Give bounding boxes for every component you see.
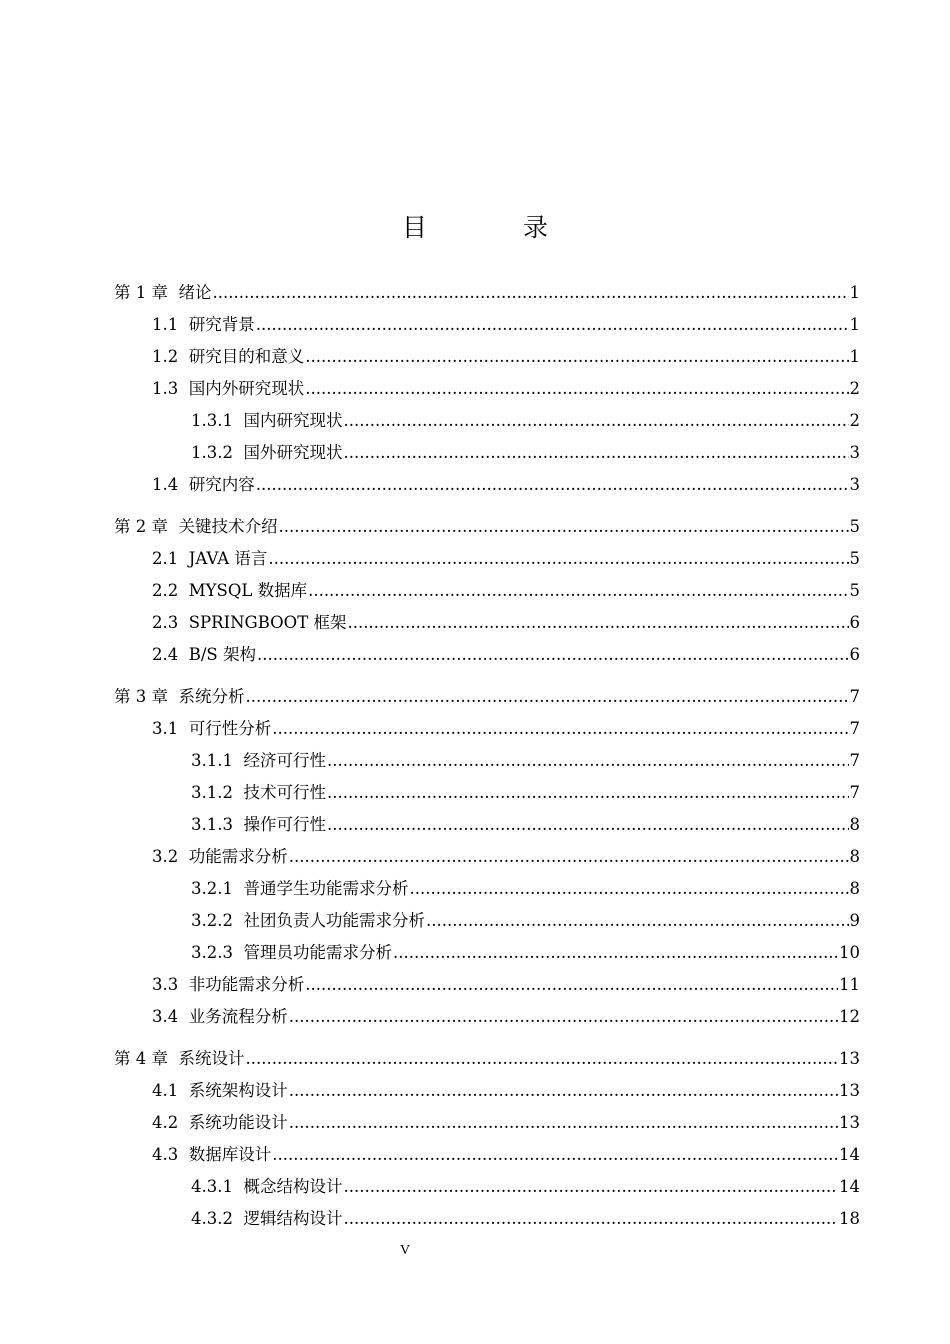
toc-leader-dots bbox=[327, 745, 849, 777]
toc-entry[interactable] bbox=[0, 969, 950, 1001]
toc-entry-number: 3.1.1 bbox=[191, 751, 233, 770]
toc-entry[interactable] bbox=[0, 937, 950, 969]
toc-entry-number: 4.1 bbox=[152, 1081, 179, 1100]
toc-entry-number: 3.3 bbox=[152, 975, 179, 994]
toc-entry-page: 10 bbox=[839, 943, 860, 962]
toc-leader-dots bbox=[289, 841, 849, 873]
toc-leader-dots bbox=[343, 1203, 838, 1235]
toc-entry-page: 5 bbox=[849, 549, 860, 568]
toc-entry-page: 8 bbox=[849, 879, 860, 898]
toc-entry-label: 研究内容 bbox=[188, 475, 255, 494]
toc-entry-page: 14 bbox=[839, 1145, 860, 1164]
toc-entry-number: 第 2 章 bbox=[114, 517, 168, 536]
toc-entry[interactable] bbox=[0, 276, 950, 309]
toc-entry-number: 2.3 bbox=[152, 613, 179, 632]
toc-entry-page: 6 bbox=[849, 613, 860, 632]
toc-leader-dots bbox=[289, 1001, 838, 1033]
toc-entry-page: 13 bbox=[839, 1113, 860, 1132]
toc-entry-number: 第 1 章 bbox=[114, 283, 168, 302]
toc-entry[interactable] bbox=[0, 575, 950, 607]
toc-entry-number: 4.3 bbox=[152, 1145, 179, 1164]
toc-entry-page: 12 bbox=[839, 1007, 860, 1026]
toc-entry-page: 5 bbox=[849, 517, 860, 536]
toc-leader-dots bbox=[256, 309, 849, 341]
toc-leader-dots bbox=[393, 937, 838, 969]
toc-entry-page: 7 bbox=[849, 719, 860, 738]
toc-entry-number: 第 4 章 bbox=[114, 1049, 168, 1068]
toc-leader-dots bbox=[272, 1139, 838, 1171]
toc-entry[interactable] bbox=[0, 341, 950, 373]
toc-entry-page: 7 bbox=[849, 687, 860, 706]
toc-entry-number: 3.2.3 bbox=[191, 943, 233, 962]
toc-entry-page: 14 bbox=[839, 1177, 860, 1196]
toc-entry-label: 可行性分析 bbox=[188, 719, 272, 738]
toc-entry[interactable] bbox=[0, 469, 950, 501]
toc-entry-page: 13 bbox=[839, 1081, 860, 1100]
page-number: V bbox=[399, 1243, 411, 1258]
toc-leader-dots bbox=[246, 680, 849, 713]
toc-entry-page: 3 bbox=[849, 475, 860, 494]
toc-entry-number: 1.3.2 bbox=[191, 443, 233, 462]
toc-entry-page: 8 bbox=[849, 847, 860, 866]
toc-entry[interactable] bbox=[0, 543, 950, 575]
toc-entry-label: 系统功能设计 bbox=[188, 1113, 288, 1132]
toc-entry-page: 2 bbox=[849, 379, 860, 398]
toc-entry-page: 2 bbox=[849, 411, 860, 430]
toc-entry-page: 3 bbox=[849, 443, 860, 462]
toc-entry-label: 绪论 bbox=[178, 283, 212, 302]
toc-leader-dots bbox=[305, 969, 838, 1001]
toc-entry-page: 8 bbox=[849, 815, 860, 834]
toc-entry-label: 功能需求分析 bbox=[188, 847, 288, 866]
toc-entry[interactable] bbox=[0, 1107, 950, 1139]
toc-entry-number: 4.3.1 bbox=[191, 1177, 233, 1196]
toc-leader-dots bbox=[347, 607, 848, 639]
toc-entry-label: 关键技术介绍 bbox=[178, 517, 278, 536]
toc-entry-number: 3.1 bbox=[152, 719, 179, 738]
toc-entry-label: 管理员功能需求分析 bbox=[243, 943, 392, 962]
toc-entry-label: SPRINGBOOT 框架 bbox=[188, 613, 347, 632]
toc-entry-number: 1.1 bbox=[152, 315, 179, 334]
toc-entry[interactable] bbox=[0, 745, 950, 777]
toc-entry-label: 经济可行性 bbox=[243, 751, 326, 770]
toc-entry-label: 数据库设计 bbox=[188, 1145, 272, 1164]
toc-leader-dots bbox=[268, 543, 848, 575]
toc-entry-page: 11 bbox=[839, 975, 860, 994]
toc-leader-dots bbox=[308, 575, 848, 607]
toc-entry[interactable] bbox=[0, 1042, 950, 1075]
toc-leader-dots bbox=[272, 713, 848, 745]
toc-entry[interactable] bbox=[0, 713, 950, 745]
toc-entry[interactable] bbox=[0, 1075, 950, 1107]
toc-leader-dots bbox=[343, 1171, 838, 1203]
toc-entry-label: 社团负责人功能需求分析 bbox=[243, 911, 425, 930]
toc-entry-page: 6 bbox=[849, 645, 860, 664]
toc-entry-label: 国外研究现状 bbox=[243, 443, 343, 462]
toc-entry-number: 2.4 bbox=[152, 645, 179, 664]
toc-entry-page: 1 bbox=[849, 347, 860, 366]
toc-entry-page: 9 bbox=[849, 911, 860, 930]
toc-entry-page: 7 bbox=[849, 751, 860, 770]
toc-entry-label: 概念结构设计 bbox=[243, 1177, 343, 1196]
toc-entry-number: 3.4 bbox=[152, 1007, 179, 1026]
toc-entry[interactable] bbox=[0, 309, 950, 341]
toc-leader-dots bbox=[305, 341, 848, 373]
toc-entry-page: 5 bbox=[849, 581, 860, 600]
toc-entry-label: 非功能需求分析 bbox=[188, 975, 305, 994]
toc-entry-number: 3.1.3 bbox=[191, 815, 233, 834]
toc-entry[interactable] bbox=[0, 1001, 950, 1033]
toc-entry-label: 系统设计 bbox=[178, 1049, 245, 1068]
toc-entry-number: 第 3 章 bbox=[114, 687, 168, 706]
toc-entry-label: 系统架构设计 bbox=[188, 1081, 288, 1100]
toc-entry-label: 技术可行性 bbox=[243, 783, 326, 802]
toc-entry-label: 国内研究现状 bbox=[243, 411, 343, 430]
toc-entry-label: 操作可行性 bbox=[243, 815, 326, 834]
toc-entry[interactable] bbox=[0, 1171, 950, 1203]
toc-title: 目 录 bbox=[402, 213, 592, 242]
toc-entry-label: B/S 架构 bbox=[188, 645, 256, 664]
toc-entry-page: 1 bbox=[849, 283, 860, 302]
toc-entry[interactable] bbox=[0, 1139, 950, 1171]
toc-entry[interactable] bbox=[0, 680, 950, 713]
toc-entry[interactable] bbox=[0, 607, 950, 639]
toc-leader-dots bbox=[279, 510, 849, 543]
toc-entry-number: 4.2 bbox=[152, 1113, 179, 1132]
toc-entry[interactable] bbox=[0, 777, 950, 809]
toc-entry-label: MYSQL 数据库 bbox=[188, 581, 308, 600]
toc-entry[interactable] bbox=[0, 905, 950, 937]
toc-entry[interactable] bbox=[0, 405, 950, 437]
toc-entry-number: 3.2.2 bbox=[191, 911, 233, 930]
toc-entry-number: 1.4 bbox=[152, 475, 179, 494]
toc-leader-dots bbox=[409, 873, 848, 905]
toc-entry-number: 3.2.1 bbox=[191, 879, 233, 898]
toc-entry[interactable] bbox=[0, 841, 950, 873]
toc-entry-label: 系统分析 bbox=[178, 687, 245, 706]
table-of-contents bbox=[0, 276, 950, 1235]
toc-entry-number: 2.1 bbox=[152, 549, 179, 568]
toc-entry-number: 1.3 bbox=[152, 379, 179, 398]
toc-entry-number: 3.1.2 bbox=[191, 783, 233, 802]
toc-leader-dots bbox=[426, 905, 849, 937]
toc-entry[interactable] bbox=[0, 873, 950, 905]
toc-entry-page: 1 bbox=[849, 315, 860, 334]
toc-entry-page: 13 bbox=[839, 1049, 860, 1068]
toc-entry-label: 普通学生功能需求分析 bbox=[243, 879, 409, 898]
toc-leader-dots bbox=[213, 276, 849, 309]
toc-entry-number: 4.3.2 bbox=[191, 1209, 233, 1228]
toc-entry-label: 国内外研究现状 bbox=[188, 379, 305, 398]
toc-entry-number: 1.3.1 bbox=[191, 411, 233, 430]
toc-entry[interactable] bbox=[0, 639, 950, 671]
toc-entry-label: 研究目的和意义 bbox=[188, 347, 305, 366]
toc-entry-label: 研究背景 bbox=[188, 315, 255, 334]
toc-entry-label: JAVA 语言 bbox=[188, 549, 268, 568]
toc-entry[interactable] bbox=[0, 1203, 950, 1235]
toc-leader-dots bbox=[343, 437, 848, 469]
toc-leader-dots bbox=[246, 1042, 839, 1075]
toc-leader-dots bbox=[343, 405, 848, 437]
toc-entry[interactable] bbox=[0, 510, 950, 543]
toc-leader-dots bbox=[327, 809, 849, 841]
toc-leader-dots bbox=[257, 639, 849, 671]
toc-entry-label: 逻辑结构设计 bbox=[243, 1209, 343, 1228]
toc-entry-page: 7 bbox=[849, 783, 860, 802]
toc-leader-dots bbox=[289, 1075, 838, 1107]
toc-leader-dots bbox=[289, 1107, 838, 1139]
toc-leader-dots bbox=[256, 469, 849, 501]
toc-entry-number: 1.2 bbox=[152, 347, 179, 366]
toc-leader-dots bbox=[327, 777, 849, 809]
toc-leader-dots bbox=[305, 373, 848, 405]
toc-entry[interactable] bbox=[0, 809, 950, 841]
toc-entry-number: 2.2 bbox=[152, 581, 179, 600]
toc-entry[interactable] bbox=[0, 437, 950, 469]
toc-entry[interactable] bbox=[0, 373, 950, 405]
toc-entry-number: 3.2 bbox=[152, 847, 179, 866]
toc-entry-label: 业务流程分析 bbox=[188, 1007, 288, 1026]
toc-entry-page: 18 bbox=[839, 1209, 860, 1228]
